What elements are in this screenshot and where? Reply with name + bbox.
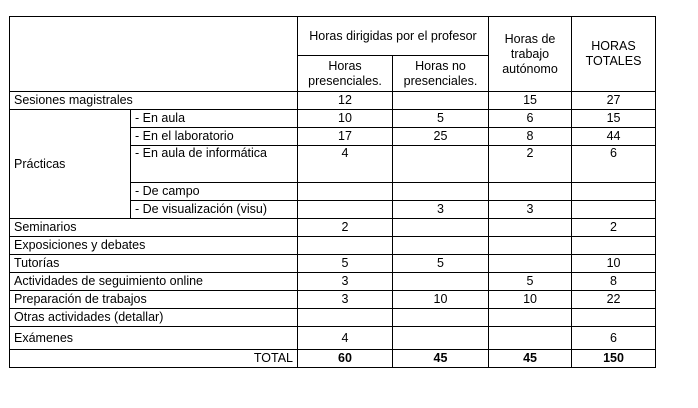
cell-total [572, 309, 656, 327]
cell-presencial: 17 [298, 128, 393, 146]
header-blank [10, 17, 298, 92]
total-no-presencial: 45 [393, 350, 489, 368]
cell-presencial [298, 309, 393, 327]
table-row [10, 219, 656, 237]
header-directed: Horas dirigidas por el profesor [298, 17, 489, 56]
cell-no-presencial: 5 [393, 255, 489, 273]
row-label: Exposiciones y debates [10, 237, 298, 255]
cell-presencial: 5 [298, 255, 393, 273]
cell-no-presencial: 5 [393, 110, 489, 128]
cell-presencial: 2 [298, 219, 393, 237]
cell-no-presencial: 25 [393, 128, 489, 146]
cell-total: 6 [572, 146, 656, 183]
header-totales: HORAS TOTALES [572, 17, 656, 92]
row-label: Seminarios [10, 219, 298, 237]
row-label: Sesiones magistrales [10, 92, 298, 110]
table-row [10, 273, 656, 291]
row-label: - De visualización (visu) [131, 201, 298, 219]
cell-autonomo [489, 309, 572, 327]
cell-total: 15 [572, 110, 656, 128]
cell-no-presencial [393, 273, 489, 291]
cell-presencial: 3 [298, 273, 393, 291]
cell-no-presencial [393, 237, 489, 255]
cell-autonomo: 8 [489, 128, 572, 146]
cell-autonomo: 10 [489, 291, 572, 309]
table-row [10, 237, 656, 255]
row-label: Tutorías [10, 255, 298, 273]
table-row [10, 92, 656, 110]
practicas-label: Prácticas [10, 110, 131, 219]
cell-total [572, 237, 656, 255]
cell-no-presencial [393, 219, 489, 237]
cell-total: 10 [572, 255, 656, 273]
cell-total: 2 [572, 219, 656, 237]
cell-autonomo [489, 237, 572, 255]
row-label: - En aula de informática [131, 146, 298, 183]
cell-total: 22 [572, 291, 656, 309]
row-label: Actividades de seguimiento online [10, 273, 298, 291]
table-row [10, 327, 656, 350]
cell-autonomo [489, 327, 572, 350]
cell-autonomo [489, 255, 572, 273]
cell-no-presencial: 3 [393, 201, 489, 219]
cell-no-presencial [393, 92, 489, 110]
cell-presencial: 4 [298, 327, 393, 350]
row-label: Exámenes [10, 327, 298, 350]
row-label: - En el laboratorio [131, 128, 298, 146]
table-row [10, 309, 656, 327]
total-autonomo: 45 [489, 350, 572, 368]
cell-total [572, 201, 656, 219]
table-row [10, 110, 656, 128]
row-label: Preparación de trabajos [10, 291, 298, 309]
cell-presencial: 12 [298, 92, 393, 110]
cell-no-presencial [393, 183, 489, 201]
cell-autonomo [489, 219, 572, 237]
row-label: - En aula [131, 110, 298, 128]
cell-no-presencial [393, 327, 489, 350]
cell-total [572, 183, 656, 201]
header-autonomo: Horas de trabajo autónomo [489, 17, 572, 92]
cell-presencial: 3 [298, 291, 393, 309]
table-row [10, 291, 656, 309]
header-no-presencial: Horas no presenciales. [393, 56, 489, 92]
cell-presencial: 4 [298, 146, 393, 183]
cell-presencial [298, 237, 393, 255]
row-label: Otras actividades (detallar) [10, 309, 298, 327]
cell-autonomo: 6 [489, 110, 572, 128]
total-presencial: 60 [298, 350, 393, 368]
cell-autonomo: 15 [489, 92, 572, 110]
cell-presencial [298, 183, 393, 201]
hours-table [9, 16, 656, 368]
total-total: 150 [572, 350, 656, 368]
total-row [10, 350, 656, 368]
table-row [10, 255, 656, 273]
cell-presencial [298, 201, 393, 219]
cell-autonomo: 2 [489, 146, 572, 183]
cell-total: 6 [572, 327, 656, 350]
row-label: - De campo [131, 183, 298, 201]
cell-no-presencial [393, 309, 489, 327]
total-label: TOTAL [10, 350, 298, 368]
cell-autonomo: 5 [489, 273, 572, 291]
cell-presencial: 10 [298, 110, 393, 128]
cell-no-presencial [393, 146, 489, 183]
cell-autonomo: 3 [489, 201, 572, 219]
cell-total: 27 [572, 92, 656, 110]
header-presencial: Horas presenciales. [298, 56, 393, 92]
cell-total: 44 [572, 128, 656, 146]
cell-total: 8 [572, 273, 656, 291]
cell-autonomo [489, 183, 572, 201]
cell-no-presencial: 10 [393, 291, 489, 309]
